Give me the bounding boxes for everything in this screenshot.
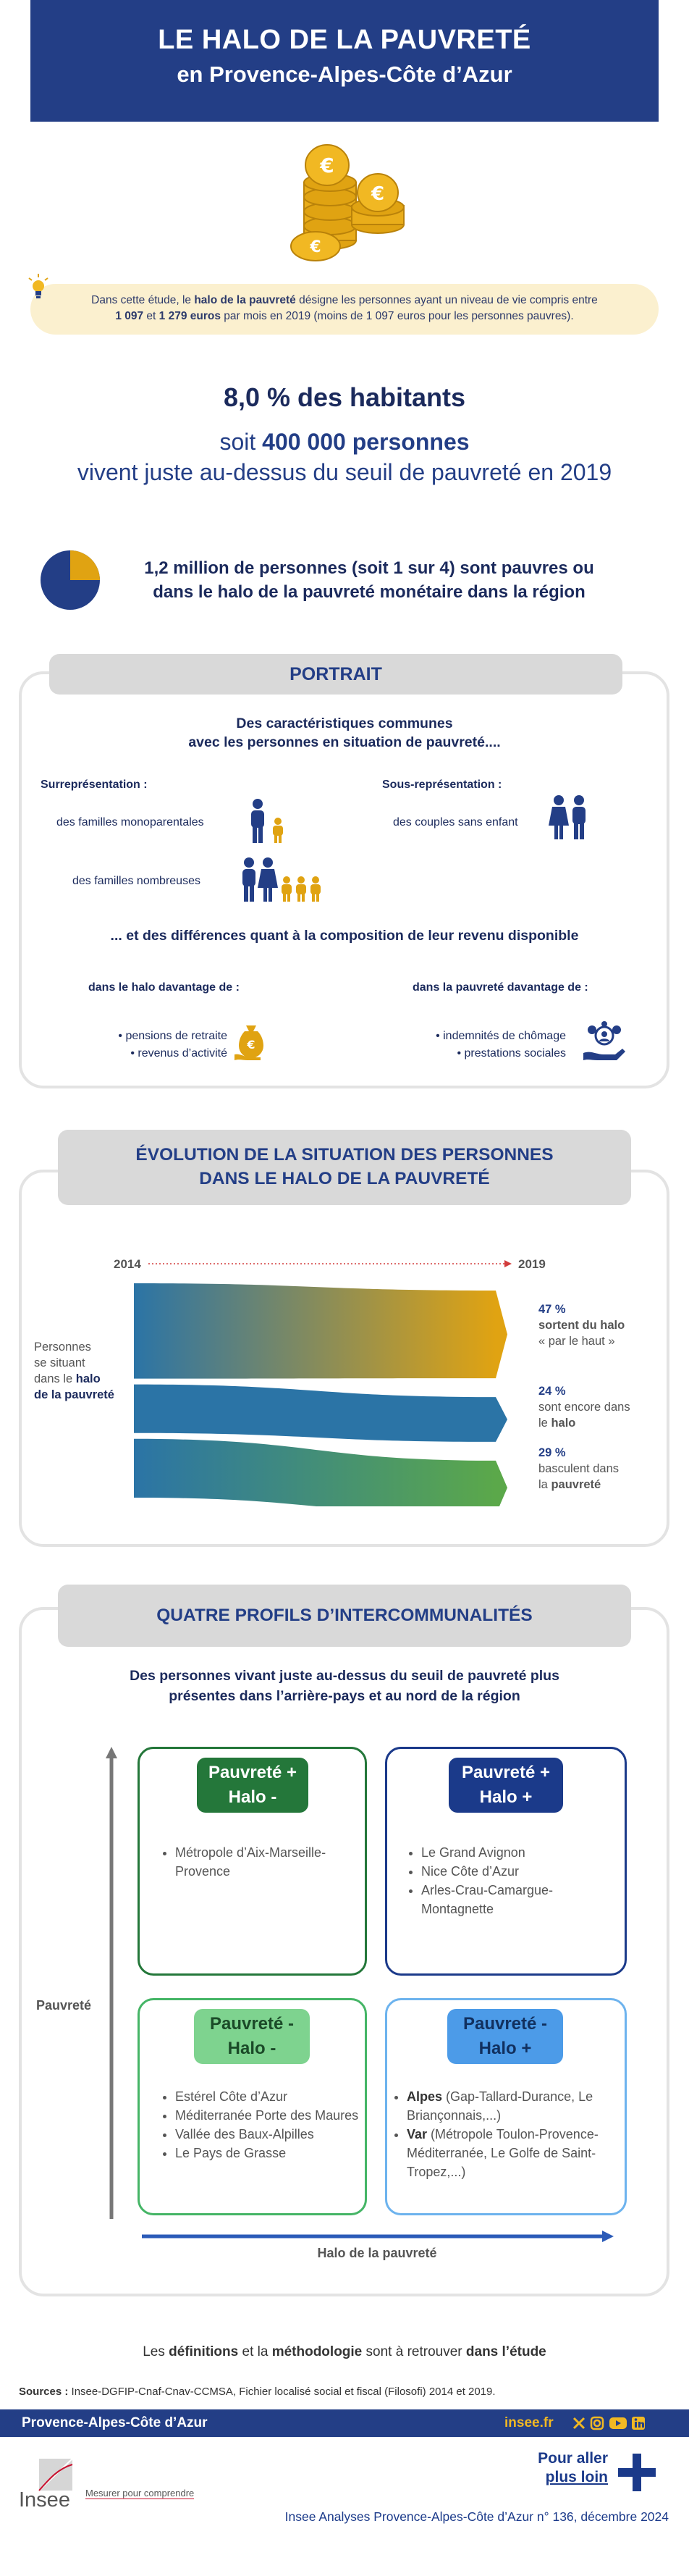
quadrant-2-title: Pauvreté + Halo + [449,1758,563,1813]
halo-more-label: dans le halo davantage de : [88,981,240,994]
sankey-arrowhead-1 [496,1291,507,1378]
sankey-chart [134,1282,528,1506]
coins-icon [282,139,413,262]
publication-reference: Insee Analyses Provence-Alpes-Côte d’Azur n° 136, décembre 2024 [284,2509,669,2524]
footer-site-link[interactable]: insee.fr [504,2415,554,2430]
lightbulb-icon [26,272,51,301]
quadrant-3-title: Pauvreté - Halo - [194,2009,310,2064]
footer-region: Provence-Alpes-Côte d’Azur [22,2415,208,2430]
youtube-icon[interactable] [609,2416,627,2430]
sankey-arrowhead-3 [496,1461,507,1506]
poverty-more-label: dans la pauvreté davantage de : [413,981,588,994]
portrait-intro: Des caractéristiques communes avec les personnes en situation de pauvreté.... [188,716,501,750]
sources-text: Sources : Insee-DGFIP-Cnaf-Cnav-CCMSA, Fichier localisé social et fiscal (Filosofi) 2014 et 2019. [19,2386,496,2398]
pie-caption: 1,2 million de personnes (soit 1 sur 4) sont pauvres ou dans le halo de la pauvreté monétaire dans la région [144,558,594,602]
footer-bar [0,2409,689,2437]
quadrant-2-list: • Le Grand Avignon • Nice Côte d’Azur • Arles-Crau-Camargue-Montagnette [407,1843,617,1918]
x-social-icon[interactable] [572,2416,586,2430]
quadrant-1-title: Pauvreté + Halo - [197,1758,308,1813]
sankey-source-label: Personnes se situant dans le halo de la pauvreté [34,1341,114,1401]
more-info-text[interactable]: Les définitions et la méthodologie sont à retrouver dans l’étude [143,2344,546,2359]
pie-chart [39,549,101,611]
more-link[interactable]: Pour aller plus loin [538,2450,608,2485]
year-end: 2019 [518,1257,546,1271]
headline-stat-line2: soit 400 000 personnes [219,429,470,455]
flow-label-exit: 47 % sortent du halo « par le haut » [538,1303,625,1348]
underrep-item-couples: des couples sans enfant [393,816,518,828]
social-benefits-icon [579,1021,630,1067]
flow-label-stay: 24 % sont encore dans le halo [538,1385,630,1430]
sankey-flow-1 [134,1283,496,1379]
large-family-icon [239,857,324,903]
sankey-flow-2 [134,1385,496,1442]
couple-icon [547,794,591,841]
social-icons [572,2416,646,2435]
y-axis-label: Pauvreté [36,1998,92,2013]
header-banner [30,0,659,122]
profiles-subtitle: Des personnes vivant juste au-dessus du seuil de pauvreté plus présentes dans l’arrière-pays et au nord de la région [130,1668,559,1704]
sankey-flow-3 [134,1439,496,1506]
poverty-more-list: • indemnités de chômage • prestations sociales [436,1030,566,1060]
instagram-icon[interactable] [590,2416,604,2430]
overrep-item-single-parent: des familles monoparentales [56,816,204,828]
svg-text:€: € [320,154,334,177]
evolution-title: ÉVOLUTION DE LA SITUATION DES PERSONNES DANS LE HALO DE LA PAUVRETÉ [58,1130,631,1205]
insee-tagline: Mesurer pour comprendre [85,2488,195,2499]
svg-text:€: € [247,1038,255,1052]
headline-stat: 8,0 % des habitants [223,382,466,412]
flow-label-poverty: 29 % basculent dans la pauvreté [538,1446,619,1491]
headline-stat-line3: vivent juste au-dessus du seuil de pauvreté en 2019 [77,459,612,485]
profiles-title: QUATRE PROFILS D’INTERCOMMUNALITÉS [58,1585,631,1647]
halo-more-list: • pensions de retraite • revenus d’activité [118,1030,227,1060]
portrait-title: PORTRAIT [49,654,622,695]
sankey-arrowhead-2 [496,1397,507,1442]
x-axis-arrow [142,2229,614,2244]
overrep-item-large-families: des familles nombreuses [72,875,200,887]
timeline-arrow [148,1259,514,1269]
quadrant-4-title: Pauvreté - Halo + [447,2009,563,2064]
linkedin-icon[interactable] [631,2416,646,2430]
x-axis-label: Halo de la pauvreté [317,2246,437,2260]
single-parent-family-icon [245,798,291,844]
definition-box: Dans cette étude, le halo de la pauvreté désigne les personnes ayant un niveau de vie compris entre 1 097 et 1 279 euros par mois en 2019 (moins de 1 097 euros pour les personnes pauvres). [30,284,659,335]
y-axis-arrow [104,1747,119,2219]
page-subtitle: en Provence-Alpes-Côte d’Azur [177,62,512,87]
svg-text:€: € [310,238,321,256]
underrep-label: Sous-représentation : [382,779,502,791]
overrep-label: Surreprésentation : [41,779,148,791]
insee-logo-text: Insee [19,2488,70,2512]
quadrant-3-list: • Estérel Côte d’Azur • Méditerranée Porte des Maures • Vallée des Baux-Alpilles • Le Pays de Grasse [161,2087,360,2162]
plus-icon[interactable] [617,2452,657,2493]
year-start: 2014 [114,1257,141,1271]
quadrant-4-list: • Alpes (Gap-Tallard-Durance, Le Briançonnais,...) • Var (Métropole Toulon-Provence-Méditerranée, Le Golfe de Saint-Tropez,...) [392,2087,622,2181]
svg-text:€: € [371,183,385,205]
money-hand-icon [233,1023,269,1063]
pie-slice [70,550,100,580]
page-title: LE HALO DE LA PAUVRETÉ [158,25,531,55]
differences-title: ... et des différences quant à la composition de leur revenu disponible [110,928,579,944]
quadrant-1-list: • Métropole d’Aix-Marseille-Provence [161,1843,356,1881]
